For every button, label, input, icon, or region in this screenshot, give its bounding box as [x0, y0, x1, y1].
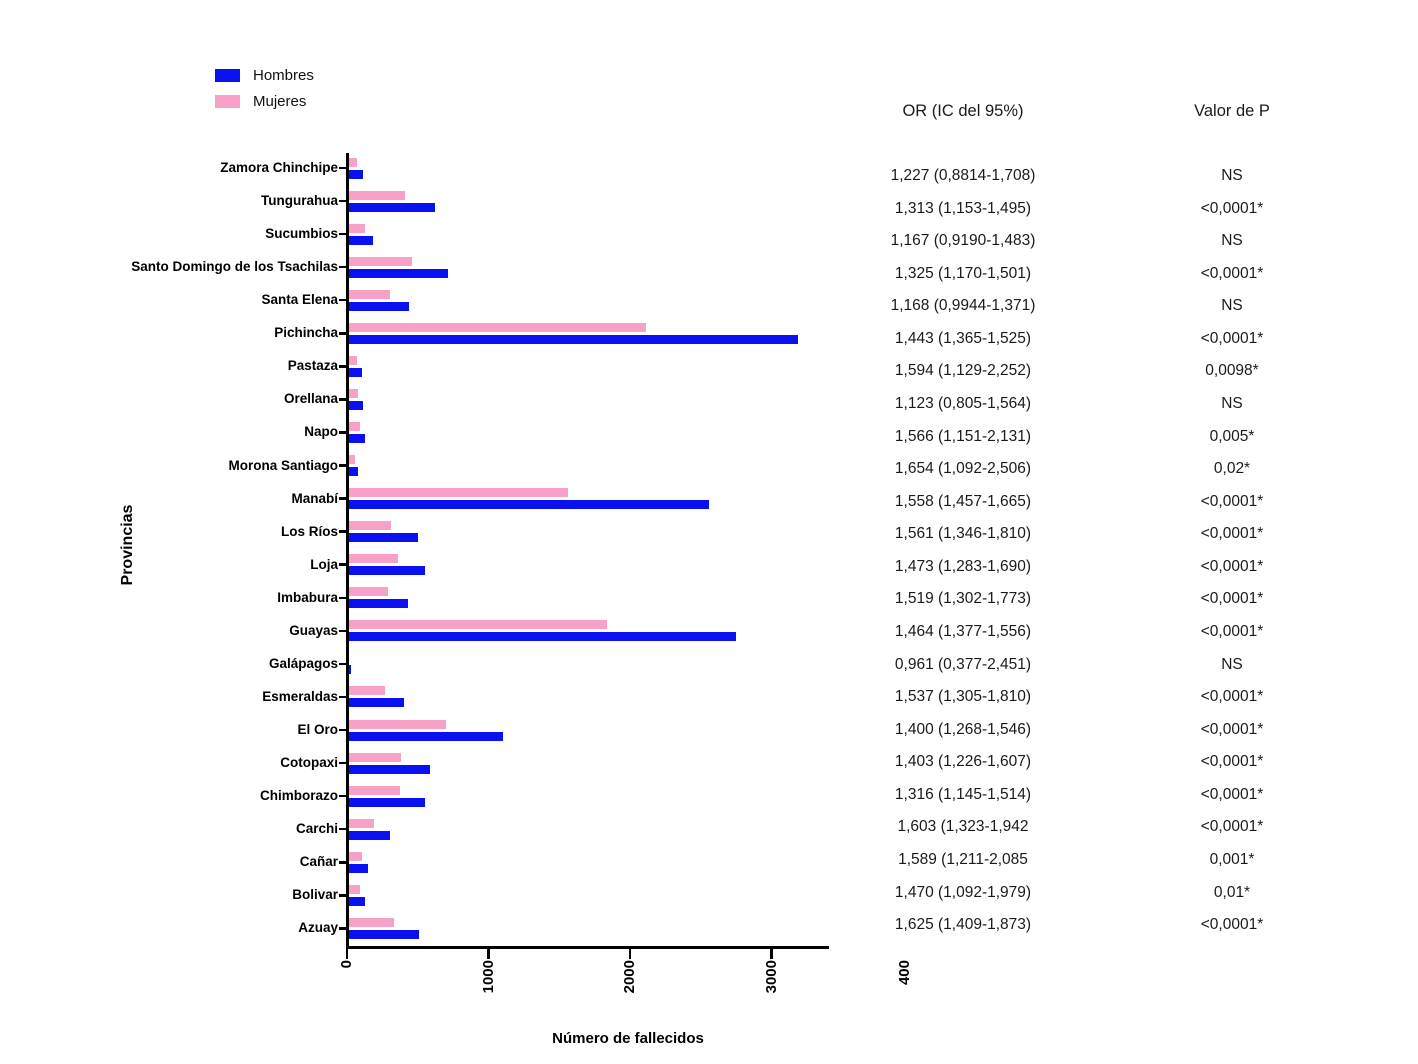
- or-ci-value: 1,167 (0,9190-1,483): [890, 232, 1036, 250]
- y-tick: [339, 200, 347, 203]
- hombres-bar: [349, 632, 737, 641]
- p-value: <0,0001*: [1200, 818, 1264, 836]
- y-tick: [339, 167, 347, 170]
- hombres-color-swatch: [215, 69, 240, 82]
- p-value: <0,0001*: [1200, 557, 1264, 575]
- or-ci-value: 1,403 (1,226-1,607): [894, 753, 1032, 771]
- hombres-bar: [349, 732, 503, 741]
- category-label: Chimborazo: [259, 788, 338, 804]
- y-tick: [339, 365, 347, 368]
- y-tick: [339, 530, 347, 533]
- p-value: 0,005*: [1209, 427, 1255, 445]
- mujeres-bar: [349, 389, 359, 398]
- y-tick: [339, 762, 347, 765]
- p-value: 0,01*: [1213, 883, 1251, 901]
- hombres-bar: [349, 599, 408, 608]
- or-ci-value: 1,625 (1,409-1,873): [894, 916, 1032, 934]
- p-value: <0,0001*: [1200, 916, 1264, 934]
- axis-extra-label: 400: [896, 960, 913, 986]
- hombres-bar: [349, 170, 363, 179]
- y-tick: [339, 266, 347, 269]
- category-label: Azuay: [298, 920, 338, 936]
- mujeres-bar: [349, 257, 413, 266]
- mujeres-bar: [349, 455, 356, 464]
- or-ci-value: 1,464 (1,377-1,556): [894, 622, 1032, 640]
- p-value: <0,0001*: [1200, 720, 1264, 738]
- category-label: Santo Domingo de los Tsachilas: [131, 259, 338, 275]
- p-value: NS: [1221, 297, 1243, 315]
- mujeres-bar: [349, 521, 391, 530]
- p-value: 0,02*: [1213, 460, 1251, 478]
- hombres-bar: [349, 665, 351, 674]
- hombres-bar: [349, 467, 359, 476]
- hombres-bar: [349, 566, 425, 575]
- category-label: Loja: [310, 556, 338, 572]
- mujeres-color-swatch: [215, 95, 240, 108]
- hombres-bar: [349, 335, 799, 344]
- y-tick: [339, 630, 347, 633]
- hombres-bar: [349, 401, 363, 410]
- or-ci-value: 1,519 (1,302-1,773): [894, 590, 1032, 608]
- category-label: Orellana: [283, 391, 338, 407]
- y-tick: [339, 431, 347, 434]
- p-value: <0,0001*: [1200, 264, 1264, 282]
- y-tick: [339, 332, 347, 335]
- hombres-bar: [349, 203, 435, 212]
- y-tick: [339, 398, 347, 401]
- hombres-bar: [349, 698, 404, 707]
- y-tick: [339, 828, 347, 831]
- or-ci-value: 1,168 (0,9944-1,371): [890, 297, 1036, 315]
- p-value: <0,0001*: [1200, 199, 1264, 217]
- mujeres-bar: [349, 753, 401, 762]
- category-label: Carchi: [295, 821, 338, 837]
- or-ci-value: 1,566 (1,151-2,131): [894, 427, 1032, 445]
- mujeres-bar: [349, 323, 646, 332]
- hombres-bar: [349, 236, 373, 245]
- mujeres-bar: [349, 158, 357, 167]
- legend-item-mujeres: [215, 94, 306, 108]
- category-label: Pichincha: [274, 325, 338, 341]
- legend-label-hombres: Hombres: [253, 66, 314, 84]
- p-value: <0,0001*: [1200, 753, 1264, 771]
- y-tick: [339, 597, 347, 600]
- x-axis-line: [346, 946, 829, 949]
- category-label: Morona Santiago: [228, 457, 338, 473]
- hombres-bar: [349, 930, 420, 939]
- p-value: <0,0001*: [1200, 590, 1264, 608]
- category-label: Guayas: [289, 622, 338, 638]
- x-tick-label: 1000: [479, 960, 497, 994]
- x-axis-title: Número de fallecidos: [552, 1030, 704, 1047]
- y-tick: [339, 729, 347, 732]
- p-value: <0,0001*: [1200, 622, 1264, 640]
- category-label: Bolivar: [292, 887, 338, 903]
- mujeres-bar: [349, 819, 374, 828]
- or-ci-value: 1,473 (1,283-1,690): [894, 557, 1032, 575]
- hombres-bar: [349, 302, 409, 311]
- or-ci-value: 1,470 (1,092-1,979): [894, 883, 1032, 901]
- or-ci-value: 1,594 (1,129-2,252): [894, 362, 1032, 380]
- category-label: Zamora Chinchipe: [220, 160, 338, 175]
- mujeres-bar: [349, 885, 360, 894]
- category-label: Sucumbios: [265, 226, 338, 242]
- x-tick-label: 2000: [621, 960, 638, 994]
- or-ci-value: 1,227 (0,8814-1,708): [890, 167, 1036, 184]
- category-label: Galápagos: [268, 655, 338, 671]
- or-ci-value: 1,325 (1,170-1,501): [894, 264, 1032, 282]
- hombres-bar: [349, 897, 365, 906]
- category-label: Napo: [304, 424, 338, 440]
- y-tick: [339, 663, 347, 666]
- hombres-bar: [349, 368, 363, 377]
- category-label: Tungurahua: [261, 193, 338, 209]
- y-tick: [339, 563, 347, 566]
- category-label: El Oro: [297, 722, 338, 738]
- mujeres-bar: [349, 554, 399, 563]
- category-label: Esmeraldas: [262, 688, 338, 704]
- table-header-or: OR (IC del 95%): [902, 102, 1024, 120]
- category-label: Imbabura: [277, 589, 338, 605]
- mujeres-bar: [349, 720, 447, 729]
- mujeres-bar: [349, 191, 406, 200]
- mujeres-bar: [349, 786, 401, 795]
- p-value: <0,0001*: [1200, 785, 1264, 803]
- hombres-bar: [349, 798, 425, 807]
- hombres-bar: [349, 831, 390, 840]
- p-value: <0,0001*: [1200, 492, 1264, 510]
- y-tick: [339, 696, 347, 699]
- mujeres-bar: [349, 686, 386, 695]
- or-ci-value: 1,537 (1,305-1,810): [894, 688, 1032, 706]
- p-value: NS: [1221, 394, 1243, 412]
- mujeres-bar: [349, 587, 389, 596]
- y-tick: [339, 497, 347, 500]
- x-tick: [629, 948, 632, 959]
- y-tick: [339, 299, 347, 302]
- p-value: 0,001*: [1209, 850, 1255, 868]
- or-ci-value: 1,654 (1,092-2,506): [894, 460, 1032, 478]
- category-label: Pastaza: [287, 358, 338, 374]
- y-axis-title: Provincias: [119, 504, 136, 586]
- category-label: Cotopaxi: [280, 755, 338, 771]
- y-tick: [339, 927, 347, 930]
- mujeres-bar: [349, 918, 394, 927]
- or-ci-value: 1,316 (1,145-1,514): [894, 785, 1032, 803]
- or-ci-value: 1,123 (0,805-1,564): [894, 394, 1032, 412]
- mujeres-bar: [349, 422, 360, 431]
- x-tick: [346, 948, 349, 959]
- mujeres-bar: [349, 290, 391, 299]
- hombres-bar: [349, 533, 418, 542]
- x-tick: [770, 948, 773, 959]
- or-ci-value: 1,400 (1,268-1,546): [894, 720, 1032, 738]
- or-ci-value: 1,313 (1,153-1,495): [894, 199, 1032, 217]
- legend-label-mujeres: Mujeres: [253, 92, 307, 110]
- hombres-bar: [349, 864, 368, 873]
- or-ci-value: 1,603 (1,323-1,942: [897, 818, 1029, 836]
- x-tick-label: 0: [338, 960, 355, 969]
- y-tick: [339, 464, 347, 467]
- hombres-bar: [349, 434, 366, 443]
- category-label: Los Ríos: [280, 523, 338, 539]
- mujeres-bar: [349, 488, 568, 497]
- p-value: 0,0098*: [1205, 362, 1259, 380]
- p-value: <0,0001*: [1200, 525, 1264, 543]
- y-tick: [339, 795, 347, 798]
- p-value: <0,0001*: [1200, 688, 1264, 706]
- mujeres-bar: [349, 224, 366, 233]
- y-tick: [339, 233, 347, 236]
- or-ci-value: 1,443 (1,365-1,525): [894, 329, 1032, 347]
- table-header-p: Valor de P: [1194, 102, 1270, 120]
- p-value: NS: [1221, 232, 1243, 250]
- x-tick-label: 3000: [762, 960, 780, 994]
- x-tick: [487, 948, 490, 959]
- p-value: <0,0001*: [1200, 329, 1264, 347]
- category-label: Manabí: [291, 490, 338, 506]
- or-ci-value: 1,558 (1,457-1,665): [894, 492, 1032, 510]
- p-value: NS: [1221, 167, 1243, 184]
- y-tick: [339, 894, 347, 897]
- or-ci-value: 1,561 (1,346-1,810): [894, 525, 1032, 543]
- category-label: Cañar: [299, 854, 338, 870]
- y-tick: [339, 861, 347, 864]
- mujeres-bar: [349, 620, 608, 629]
- legend-item-hombres: [215, 68, 314, 82]
- category-label: Santa Elena: [261, 292, 338, 308]
- p-value: NS: [1221, 655, 1243, 673]
- hombres-bar: [349, 500, 710, 509]
- hombres-bar: [349, 269, 448, 278]
- or-ci-value: 0,961 (0,377-2,451): [894, 655, 1032, 673]
- mujeres-bar: [349, 852, 362, 861]
- hombres-bar: [349, 765, 430, 774]
- or-ci-value: 1,589 (1,211-2,085: [898, 850, 1028, 868]
- mujeres-bar: [349, 356, 357, 365]
